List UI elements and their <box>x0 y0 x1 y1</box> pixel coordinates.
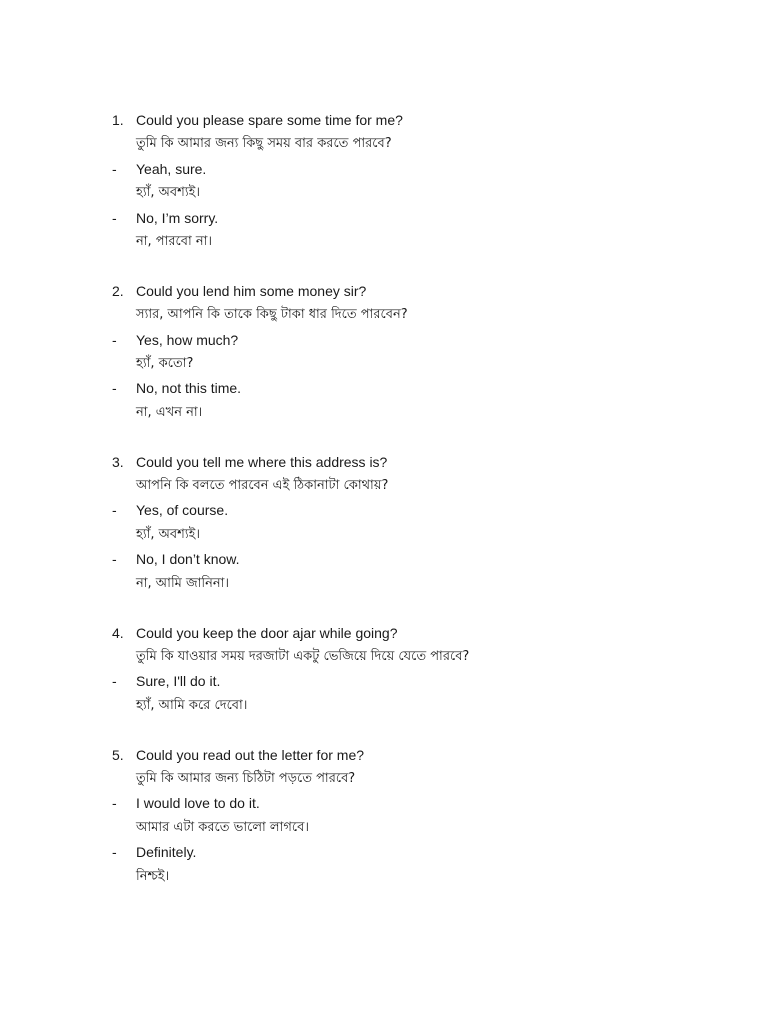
answer-line <box>0 547 768 571</box>
answer-text: Yes, of course. <box>136 502 229 519</box>
item-number: 1. <box>112 112 124 128</box>
answer-text: Yes, how much? <box>136 331 239 348</box>
item-number: 4. <box>112 624 124 641</box>
answer-translation: নিশ্চই। <box>136 868 170 884</box>
question-line <box>0 743 768 767</box>
answer-dash: - <box>112 795 117 812</box>
document-page <box>0 108 768 913</box>
answer-translation: হ্যাঁ, অবশ্যই। <box>136 185 201 201</box>
answer-line <box>0 840 768 864</box>
answer-translation-line <box>0 865 768 889</box>
answer-text: Definitely. <box>136 844 197 861</box>
qa-item-1 <box>0 108 768 254</box>
qa-item-5 <box>0 743 768 889</box>
answer-text: Yeah, sure. <box>136 160 207 177</box>
answer-translation-line <box>0 230 768 254</box>
question-text: Could you read out the letter for me? <box>136 746 365 763</box>
answer-dash: - <box>112 209 117 226</box>
answer-text: No, I don’t know. <box>136 551 240 568</box>
answer-dash: - <box>112 160 117 177</box>
question-translation: আপনি কি বলতে পারবেন এই ঠিকানাটা কোথায়? <box>136 478 389 494</box>
question-translation: স্যার, আপনি কি তাকে কিছু টাকা ধার দিতে পারবেন? <box>136 307 408 323</box>
answer-translation: আমার এটা করতে ভালো লাগবে। <box>136 819 310 835</box>
answer-dash: - <box>112 551 117 568</box>
answer-dash: - <box>112 502 117 519</box>
answer-dash: - <box>112 673 117 690</box>
answer-line <box>0 157 768 181</box>
question-text: Could you keep the door ajar while going? <box>136 624 398 641</box>
question-translation-line <box>0 767 768 791</box>
answer-dash: - <box>112 844 117 861</box>
question-text: Could you tell me where this address is? <box>136 453 388 470</box>
answer-translation: হ্যাঁ, অবশ্যই। <box>136 526 201 542</box>
question-translation: তুমি কি আমার জন্য চিঠিটা পড়তে পারবে? <box>136 770 356 786</box>
answer-text: No, not this time. <box>136 380 242 397</box>
answer-dash: - <box>112 380 117 397</box>
answer-translation: হ্যাঁ, আমি করে দেবো। <box>136 697 248 713</box>
qa-item-3 <box>0 450 768 596</box>
answer-text: I would love to do it. <box>136 795 260 812</box>
question-translation-line <box>0 132 768 156</box>
qa-item-2 <box>0 279 768 425</box>
question-text: Could you please spare some time for me? <box>136 112 403 128</box>
answer-translation: হ্যাঁ, কতো? <box>136 356 194 372</box>
item-number: 5. <box>112 746 124 763</box>
answer-translation: না, আমি জানিনা। <box>136 575 230 591</box>
question-line <box>0 279 768 303</box>
answer-translation-line <box>0 694 768 718</box>
answer-line <box>0 791 768 815</box>
answer-translation-line <box>0 352 768 376</box>
question-line <box>0 450 768 474</box>
answer-dash: - <box>112 331 117 348</box>
answer-translation-line <box>0 572 768 596</box>
question-line <box>0 621 768 645</box>
answer-translation: না, পারবো না। <box>136 233 213 249</box>
answer-text: Sure, I'll do it. <box>136 673 221 690</box>
answer-translation-line <box>0 816 768 840</box>
item-number: 2. <box>112 282 124 299</box>
answer-line <box>0 498 768 522</box>
question-translation: তুমি কি আমার জন্য কিছু সময় বার করতে পারবে? <box>136 136 392 152</box>
answer-text: No, I’m sorry. <box>136 209 219 226</box>
answer-line <box>0 206 768 230</box>
question-translation: তুমি কি যাওয়ার সময় দরজাটা একটু ভেজিয়ে দিয়ে যেতে পারবে? <box>136 648 470 664</box>
answer-line <box>0 328 768 352</box>
qa-item-4 <box>0 621 768 719</box>
question-translation-line <box>0 303 768 327</box>
answer-line <box>0 669 768 693</box>
answer-translation: না, এখন না। <box>136 404 203 420</box>
answer-translation-line <box>0 523 768 547</box>
answer-translation-line <box>0 401 768 425</box>
answer-line <box>0 376 768 400</box>
answer-translation-line <box>0 181 768 205</box>
question-line <box>0 108 768 132</box>
question-translation-line <box>0 645 768 669</box>
question-text: Could you lend him some money sir? <box>136 282 367 299</box>
item-number: 3. <box>112 453 124 470</box>
question-translation-line <box>0 474 768 498</box>
